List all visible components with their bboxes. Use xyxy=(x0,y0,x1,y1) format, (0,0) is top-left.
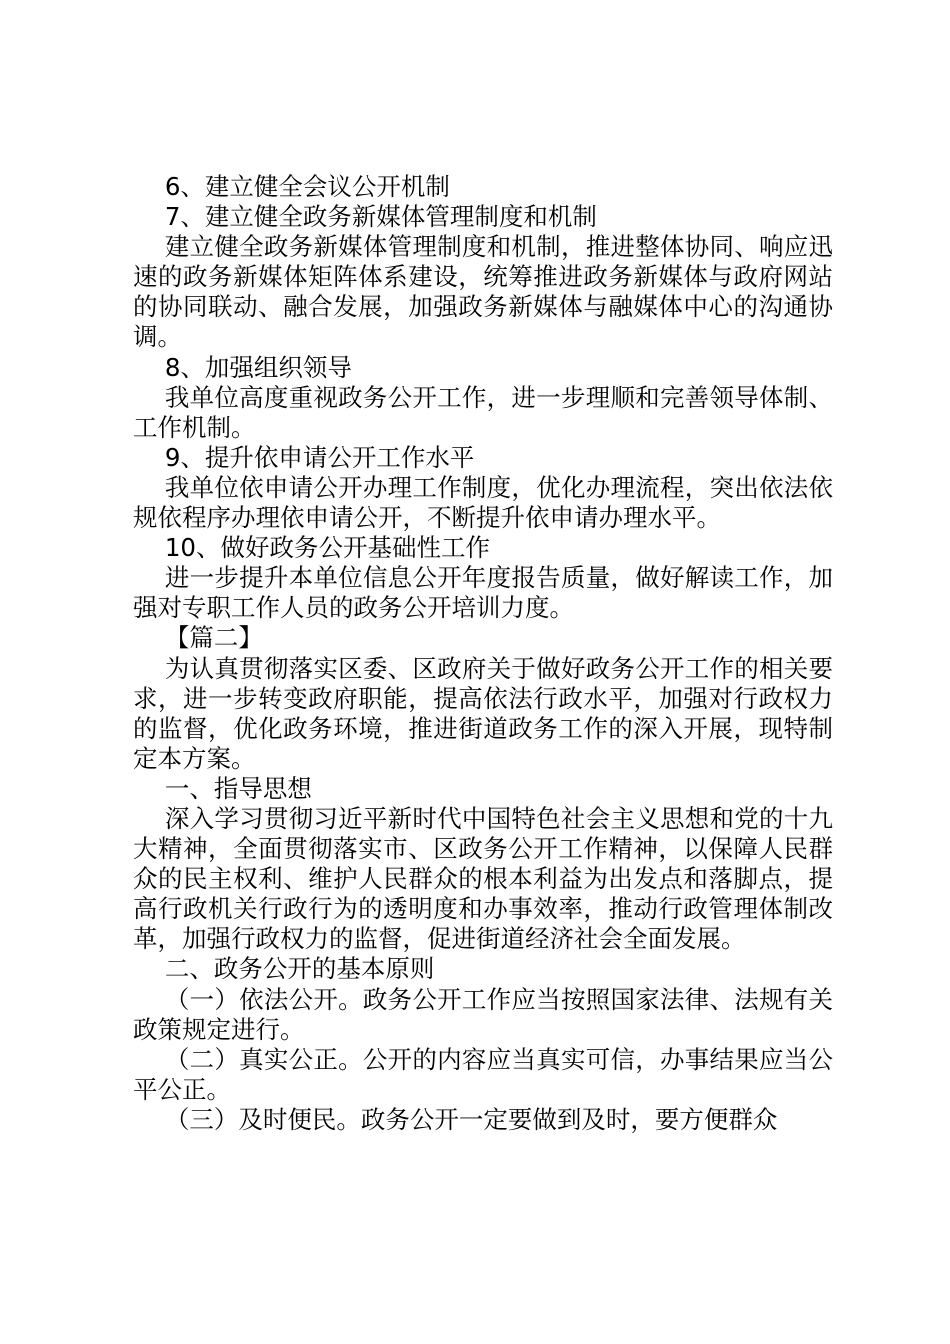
body-paragraph: 深入学习贯彻习近平新时代中国特色社会主义思想和党的十九大精神，全面贯彻落实市、区政务公开工作精神，以保障人民群众的民主权利、维护人民群众的根本利益为出发点和落脚点，提高行政机关行政行为的透明度和办事效率，推动行政管理体制改革，加强行政权力的监督，促进街道经济社会全面发展。 xyxy=(133,803,833,954)
body-paragraph: （三）及时便民。政务公开一定要做到及时，要方便群众 xyxy=(164,1104,778,1134)
body-paragraph: （二）真实公正。公开的内容应当真实可信，办事结果应当公平公正。 xyxy=(133,1044,833,1104)
body-paragraph: （一）依法公开。政务公开工作应当按照国家法律、法规有关政策规定进行。 xyxy=(133,984,833,1044)
body-paragraph: 我单位依申请公开办理工作制度，优化办理流程，突出依法依规依程序办理依申请公开，不断提升依申请办理水平。 xyxy=(133,472,833,533)
section-heading: 7、建立健全政务新媒体管理制度和机制 xyxy=(164,202,597,232)
section-heading: 10、做好政务公开基础性工作 xyxy=(164,533,491,563)
section-heading: 二、政务公开的基本原则 xyxy=(164,954,435,984)
body-paragraph: 我单位高度重视政务公开工作，进一步理顺和完善领导体制、工作机制。 xyxy=(133,382,833,442)
body-paragraph: 进一步提升本单位信息公开年度报告质量，做好解读工作，加强对专职工作人员的政务公开培训力度。 xyxy=(133,563,833,623)
document-body xyxy=(133,172,833,1135)
body-paragraph: 为认真贯彻落实区委、区政府关于做好政务公开工作的相关要求，进一步转变政府职能，提高依法行政水平，加强对行政权力的监督，优化政务环境，推进街道政务工作的深入开展，现特制定本方案。 xyxy=(133,653,833,773)
section-heading: 6、建立健全会议公开机制 xyxy=(164,172,450,201)
body-paragraph: 建立健全政务新媒体管理制度和机制，推进整体协同、响应迅速的政务新媒体矩阵体系建设，统筹推进政务新媒体与政府网站的协同联动、融合发展，加强政务新媒体与融媒体中心的沟通协调。 xyxy=(133,232,833,352)
section-heading: 9、提升依申请公开工作水平 xyxy=(164,442,475,472)
part-title: 【篇二】 xyxy=(164,623,263,653)
section-heading: 8、加强组织领导 xyxy=(164,352,352,382)
section-heading: 一、指导思想 xyxy=(164,773,312,803)
